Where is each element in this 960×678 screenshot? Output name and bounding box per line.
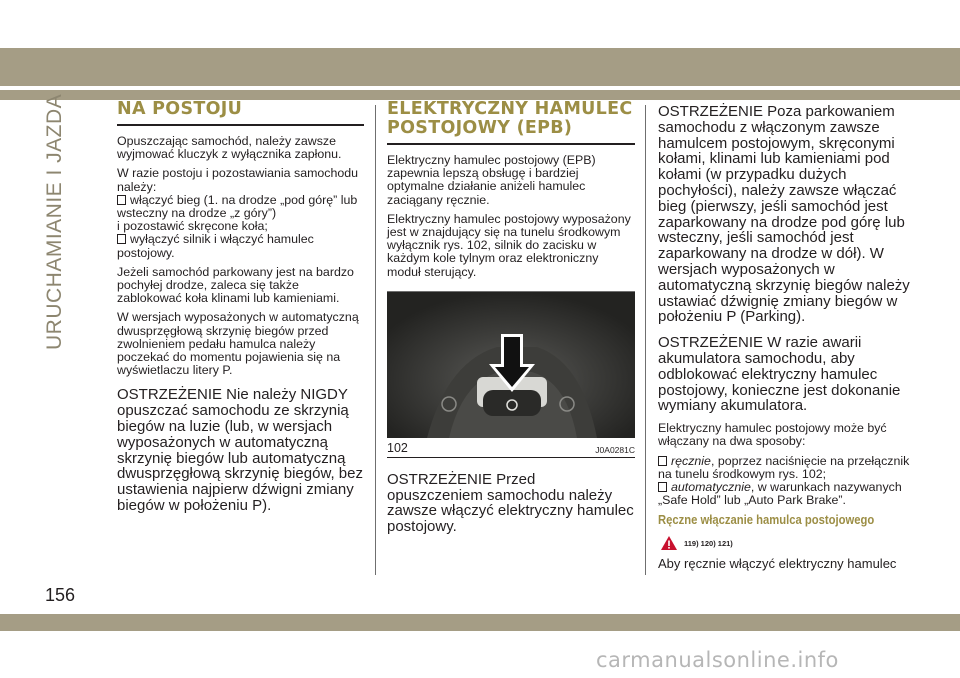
checkbox-bullet-icon bbox=[117, 195, 126, 205]
heading-rule bbox=[117, 124, 364, 126]
warning-text: OSTRZEŻENIE Nie należy NIGDY opuszczać samochodu ze skrzynią biegów na luzie (lub, w wersjach wyposażonych w automatyczną skrzynię biegów lub automatyczną dwusprzęgłową skrzynię biegów, bez ustawienia najpierw dźwigni zmiany biegów w położeniu P). bbox=[117, 386, 363, 515]
bullet-emphasis: ręcznie bbox=[671, 453, 711, 468]
paragraph: Elektryczny hamulec postojowy (EPB) zapewnia lepszą obsługę i bardziej optymalne działanie aniżeli hamulec zaciągany ręcznie. bbox=[387, 153, 596, 207]
paragraph: W wersjach wyposażonych w automatyczną dwusprzęgłową skrzynię biegów przed zwolnieniem pedału hamulca należy poczekać do momentu pojawienia się na wyświetlaczu litery P. bbox=[117, 310, 359, 378]
paragraph: Elektryczny hamulec postojowy może być włączany na dwa sposoby: bbox=[658, 421, 887, 449]
watermark: carmanualsonline.info bbox=[596, 648, 839, 672]
reference-numbers: 119) 120) 121) bbox=[684, 538, 733, 548]
heading-line: POSTOJOWY (EPB) bbox=[387, 118, 573, 138]
bullet-text: , w warunkach nazywanych „Safe Hold” lub „Auto Park Brake”. bbox=[658, 479, 902, 508]
bullet-emphasis: automatycznie bbox=[671, 479, 751, 494]
column-epb-continued bbox=[658, 100, 918, 577]
column-na-postoju bbox=[117, 100, 364, 520]
top-color-band bbox=[0, 48, 960, 86]
bottom-color-band bbox=[0, 614, 960, 631]
warning-text: OSTRZEŻENIE Poza parkowaniem samochodu z włączonym zawsze hamulcem postojowym, skręconymi kołami, klinami lub kamieniami pod kołami (w przypadku dużych pochyłości), należy zawsze włączać bieg (pierwszy, jeśli samochód jest zaparkowany na drodze pod górę lub wsteczny, jeśli samochód jest zaparkowany na drodze w dół). W wersjach wyposażonych w automatyczną skrzynię biegów należy ustawiać dźwignię zmiany biegów w położeniu P (Parking). bbox=[658, 103, 910, 326]
paragraph: Opuszczając samochód, należy zawsze wyjmować kluczyk z wyłącznika zapłonu. bbox=[117, 134, 342, 162]
section-heading bbox=[387, 100, 635, 138]
warning-text: OSTRZEŻENIE W razie awarii akumulatora samochodu, aby odblokować elektryczny hamulec postojowy, konieczne jest dokonanie wymiany akumulatora. bbox=[658, 334, 901, 415]
section-heading: NA POSTOJU bbox=[117, 99, 243, 119]
figure-code: J0A0281C bbox=[595, 444, 635, 455]
figure-number: 102 bbox=[387, 440, 408, 455]
heading-rule bbox=[387, 143, 635, 145]
warning-text: OSTRZEŻENIE Przed opuszczeniem samochodu należy zawsze włączyć elektryczny hamulec postojowy. bbox=[387, 470, 634, 536]
page-number: 156 bbox=[45, 585, 76, 605]
paragraph-text: W razie postoju i pozostawiania samochodu należy: bbox=[117, 166, 359, 194]
warning-triangle-icon bbox=[660, 535, 678, 551]
bullet-text: włączyć bieg (1. na drodze „pod górę” lub wsteczny na drodze „z góry”) bbox=[117, 192, 358, 221]
epb-switch-illustration bbox=[387, 292, 635, 438]
column-divider bbox=[645, 105, 646, 575]
checkbox-bullet-icon bbox=[658, 456, 667, 466]
subheading: Ręczne włączanie hamulca postojowego bbox=[658, 513, 875, 528]
epb-switch-photo bbox=[387, 291, 635, 438]
paragraph: Aby ręcznie włączyć elektryczny hamulec bbox=[658, 556, 897, 572]
heading-line: ELEKTRYCZNY HAMULEC bbox=[387, 99, 633, 119]
paragraph bbox=[117, 167, 364, 259]
figure-caption bbox=[387, 438, 635, 458]
warning-reference bbox=[660, 535, 918, 551]
checkbox-bullet-icon bbox=[117, 234, 126, 244]
column-epb bbox=[387, 100, 635, 541]
bullet-text: i pozostawić skręcone koła; bbox=[117, 219, 268, 234]
column-divider bbox=[375, 105, 376, 575]
paragraph: Jeżeli samochód parkowany jest na bardzo pochyłej drodze, zaleca się także zablokować koła klinami lub kamieniami. bbox=[117, 264, 354, 306]
bullet-text: wyłączyć silnik i włączyć hamulec postojowy. bbox=[117, 232, 314, 260]
bullet-text: , poprzez naciśnięcie na przełącznik na tunelu środkowym rys. 102; bbox=[658, 453, 910, 481]
bullet-list bbox=[658, 455, 918, 508]
paragraph: Elektryczny hamulec postojowy wyposażony jest w znajdujący się na tunelu środkowym wyłącznik rys. 102, silnik do zacisku w każdym kole tylnym oraz elektroniczny moduł sterujący. bbox=[387, 211, 631, 279]
checkbox-bullet-icon bbox=[658, 482, 667, 492]
